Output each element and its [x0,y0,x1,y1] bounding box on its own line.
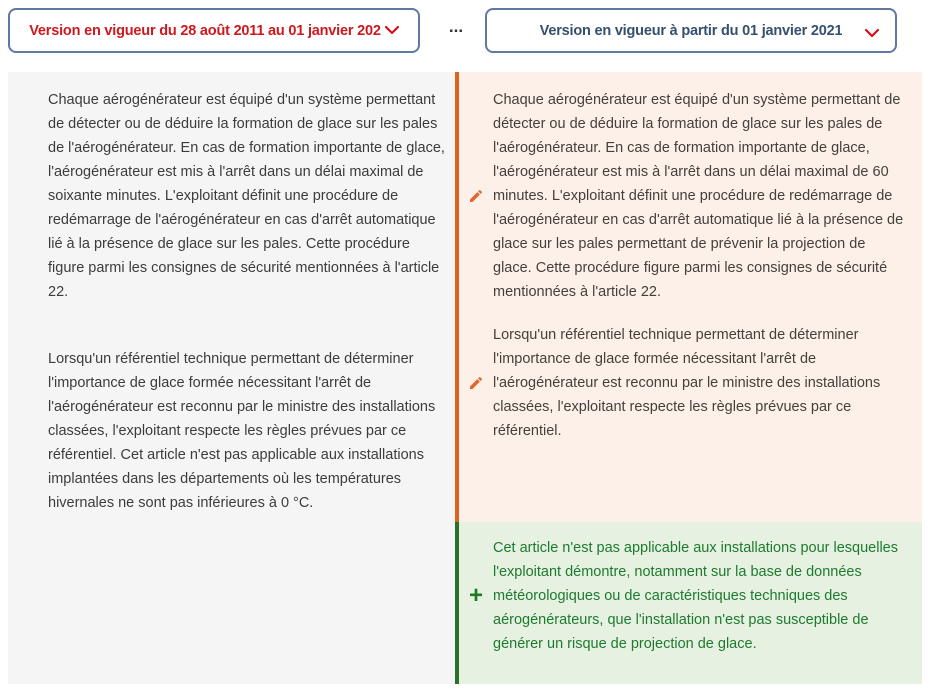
chevron-down-icon [385,26,399,35]
old-version-select[interactable] [8,8,420,53]
modified-block [459,323,922,443]
added-section [455,522,922,684]
change-marker [459,375,493,391]
old-paragraph-1: Chaque aérogénérateur est équipé d'un système permettant de détecter ou de déduire la formation de glace sur les pales de l'aérogénérateur. En cas de formation importante de glace, l'aérogénérateur est mis à l'arrêt dans un délai maximal de soixante minutes. L'exploitant définit une procédure de redémarrage de l'aérogénérateur en cas d'arrêt automatique lié à la présence de glace sur les pales. Cette procédure figure parmi les consignes de sécurité mentionnées à l'article 22. [48,92,445,300]
modified-block [459,88,922,304]
pencil-icon [468,188,484,204]
added-paragraph: Cet article n'est pas applicable aux installations pour lesquelles l'exploitant démontre, notamment sur la base de données météorologiques ou de caractéristiques techniques des aérogénérateurs, que l'installation n'est pas susceptible de générer un risque de projection de glace. [493,540,898,652]
versions-ellipsis: ... [448,17,464,36]
modified-paragraph-1: Chaque aérogénérateur est équipé d'un système permettant de détecter ou de déduire la formation de glace sur les pales de l'aérogénérateur. En cas de formation importante de glace, l'aérogénérateur est mis à l'arrêt dans un délai maximal de 60 minutes. L'exploitant définit une procédure de redémarrage de l'aérogénérateur en cas d'arrêt automatique lié à la présence de glace sur les pales permettant de prévenir la projection de glace. Cette procédure figure parmi les consignes de sécurité mentionnées à l'article 22. [493,92,904,300]
added-block [459,536,922,656]
old-version-label: Version en vigueur du 28 août 2011 au 01 janvier 202 [29,22,381,39]
new-version-label: Version en vigueur à partir du 01 janvier 2021 [539,22,843,39]
old-version-column [8,72,455,684]
version-comparison [8,72,922,684]
change-marker [459,584,493,608]
plus-icon: + [468,582,483,609]
pencil-icon [468,375,484,391]
change-marker [459,188,493,204]
modified-section [455,72,922,522]
chevron-down-icon [865,29,879,38]
new-version-select[interactable] [485,8,897,53]
version-selector-bar [8,8,922,53]
old-paragraph-2: Lorsqu'un référentiel technique permettant de déterminer l'importance de glace formée nécessitant l'arrêt de l'aérogénérateur est reconnu par le ministre des installations classées, l'exploitant respecte les règles prévues par ce référentiel. Cet article n'est pas applicable aux installations implantées dans les départements où les températures hivernales ne sont pas inférieures à 0 °C. [48,351,436,511]
modified-paragraph-2: Lorsqu'un référentiel technique permettant de déterminer l'importance de glace formée nécessitant l'arrêt de l'aérogénérateur est reconnu par le ministre des installations classées, l'exploitant respecte les règles prévues par ce référentiel. [493,327,881,439]
new-version-column [455,72,922,684]
